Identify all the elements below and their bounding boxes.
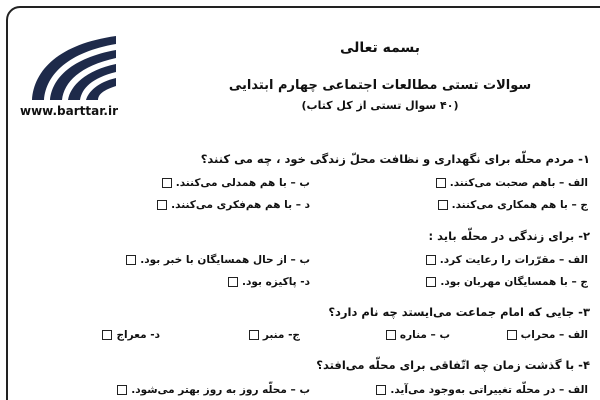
checkbox[interactable] [117, 385, 127, 395]
option-label: ج- منبر [262, 329, 300, 341]
checkbox[interactable] [438, 200, 448, 210]
site-url: www.barttar.ir [20, 104, 119, 118]
option-label: ب – از حال همسایگان با خبر بود. [140, 254, 310, 266]
checkbox[interactable] [436, 178, 446, 188]
question-4: ۴- با گذشت زمان چه اتّفاقی برای محلّه می‌افتد؟ [316, 358, 590, 372]
question-2-option-c[interactable] [422, 276, 588, 288]
checkbox[interactable] [376, 385, 386, 395]
option-label: الف – در محلّه تغییراتی به‌وجود می‌آید. [390, 384, 588, 396]
checkbox[interactable] [249, 330, 259, 340]
option-label: ب – با هم همدلی می‌کنند. [175, 177, 310, 189]
option-label: د – با هم هم‌فکری می‌کنند. [171, 199, 310, 211]
question-3-option-c[interactable] [245, 329, 300, 341]
option-label: الف – باهم صحبت می‌کنند. [449, 177, 588, 189]
checkbox[interactable] [102, 330, 112, 340]
question-4-option-b[interactable] [113, 384, 310, 396]
checkbox[interactable] [386, 330, 396, 340]
checkbox[interactable] [426, 277, 436, 287]
checkbox[interactable] [162, 178, 172, 188]
option-label: ج – با همسایگان مهربان بود. [440, 276, 588, 288]
question-2-option-a[interactable] [422, 254, 588, 266]
option-label: ج – با هم همکاری می‌کنند. [451, 199, 588, 211]
question-2-option-d[interactable] [224, 276, 310, 288]
question-2: ۲- برای زندگی در محلّه باید : [428, 229, 590, 243]
question-3: ۳- جایی که امام جماعت می‌ایستد چه نام دارد؟ [328, 305, 590, 319]
question-1-option-d[interactable] [153, 199, 310, 211]
option-label: ب – مناره [399, 329, 450, 341]
option-label: الف – مقرّرات را رعایت کرد. [439, 254, 588, 266]
checkbox[interactable] [126, 255, 136, 265]
option-label: ب – محلّه روز به روز بهتر می‌شود. [131, 384, 310, 396]
question-1-option-a[interactable] [432, 177, 588, 189]
worksheet-subtitle: (۴۰ سوال تستی از کل کتاب) [301, 99, 459, 112]
checkbox[interactable] [157, 200, 167, 210]
option-label: د- پاکیزه بود. [242, 276, 310, 288]
checkbox[interactable] [507, 330, 517, 340]
question-3-option-a[interactable] [503, 329, 588, 341]
checkbox[interactable] [426, 255, 436, 265]
bismillah-heading: بسمه تعالی [339, 40, 421, 56]
option-label: الف – محراب [520, 329, 588, 341]
question-2-option-b[interactable] [122, 254, 310, 266]
checkbox[interactable] [228, 277, 238, 287]
question-1: ۱- مردم محلّه برای نگهداری و نظافت محلّ زندگی خود ، چه می کنند؟ [200, 152, 590, 166]
question-1-option-c[interactable] [434, 199, 588, 211]
worksheet-title: سوالات تستی مطالعات اجتماعی چهارم ابتدایی [228, 78, 532, 93]
question-3-option-d[interactable] [98, 329, 160, 341]
barttar-logo [24, 30, 120, 102]
question-1-option-b[interactable] [158, 177, 310, 189]
option-label: د- معراج [116, 329, 160, 341]
question-4-option-a[interactable] [372, 384, 588, 396]
question-3-option-b[interactable] [382, 329, 450, 341]
